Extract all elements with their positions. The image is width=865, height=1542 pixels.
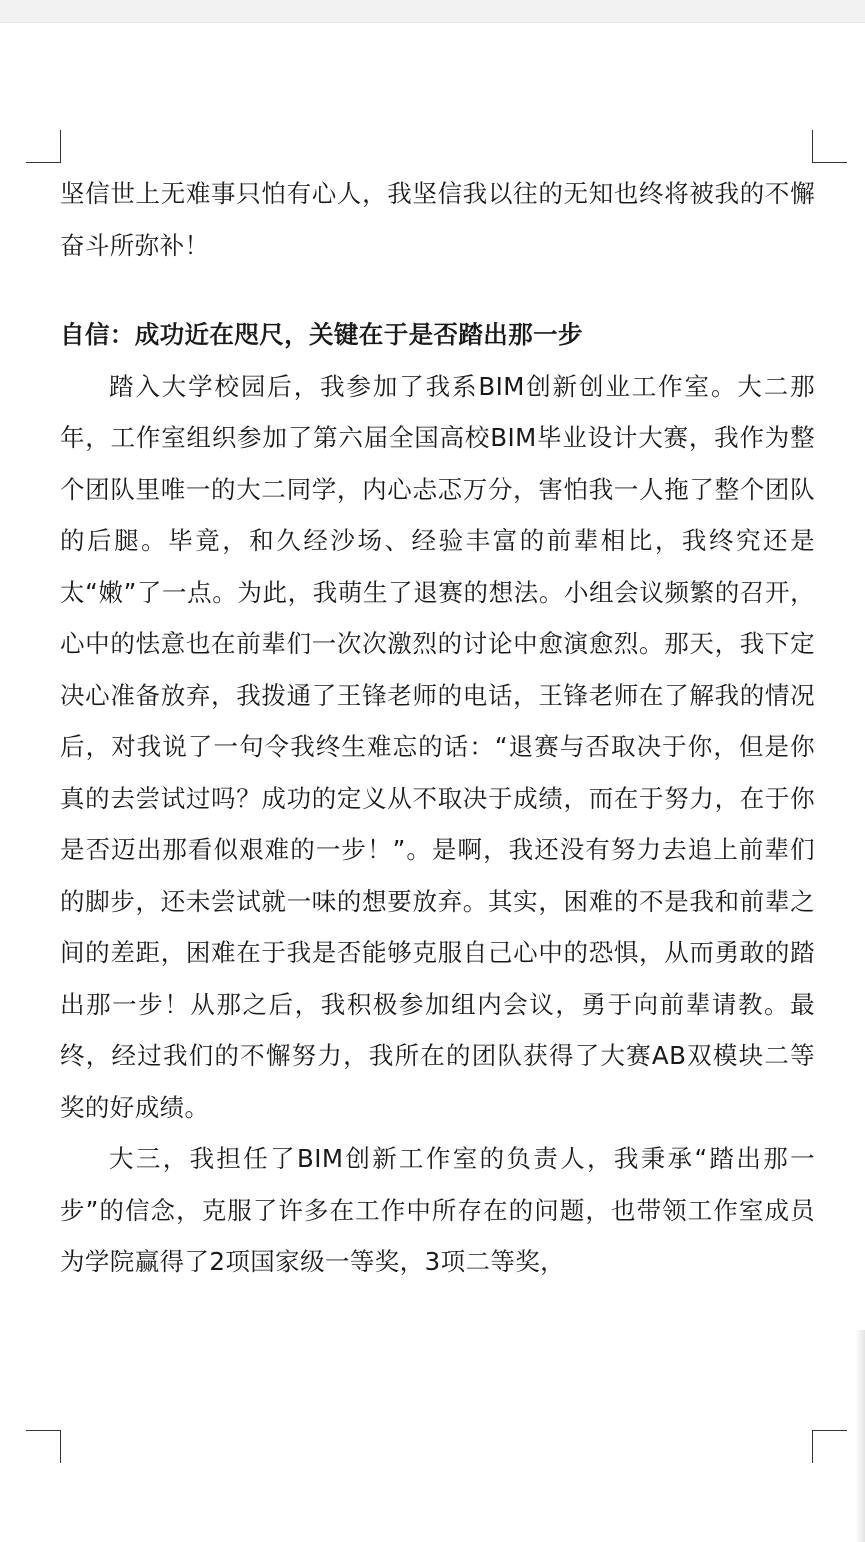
crop-mark-bottom-right xyxy=(812,1430,847,1463)
crop-mark-bottom-left xyxy=(26,1430,61,1463)
viewer-top-bar xyxy=(0,0,865,23)
crop-mark-top-left xyxy=(26,130,61,163)
page-edge-shadow xyxy=(855,1330,865,1542)
section-heading: 自信：成功近在咫尺，关键在于是否踏出那一步 xyxy=(60,320,583,349)
paragraph-2: 大三，我担任了BIM创新工作室的负责人，我秉承“踏出那一步”的信念，克服了许多在工作中所存在的问题，也带领工作室成员为学院赢得了2项国家级一等奖，3项二等奖， xyxy=(60,1144,815,1276)
paragraph-1: 踏入大学校园后，我参加了我系BIM创新创业工作室。大二那年，工作室组织参加了第六届全国高校BIM毕业设计大赛，我作为整个团队里唯一的大二同学，内心忐忑万分，害怕我一人拖了整个团队的后腿。毕竟，和久经沙场、经验丰富的前辈相比，我终究还是太“嫩”了一点。为此，我萌生了退赛的想法。小组会议频繁的召开，心中的怯意也在前辈们一次次激烈的讨论中愈演愈烈。那天，我下定决心准备放弃，我拨通了王锋老师的电话，王锋老师在了解我的情况后，对我说了一句令我终生难忘的话：“退赛与否取决于你，但是你真的去尝试过吗？成功的定义从不取决于成绩，而在于努力，在于你是否迈出那看似艰难的一步！”。是啊，我还没有努力去追上前辈们的脚步，还未尝试就一味的想要放弃。其实，困难的不是我和前辈之间的差距，困难在于我是否能够克服自己心中的恐惧，从而勇敢的踏出那一步！从那之后，我积极参加组内会议，勇于向前辈请教。最终，经过我们的不懈努力，我所在的团队获得了大赛AB双模块二等奖的好成绩。 xyxy=(60,371,815,1122)
document-body xyxy=(60,168,815,1288)
paragraph-intro: 坚信世上无难事只怕有心人，我坚信我以往的无知也终将被我的不懈奋斗所弥补！ xyxy=(60,179,815,260)
crop-mark-top-right xyxy=(812,130,847,163)
